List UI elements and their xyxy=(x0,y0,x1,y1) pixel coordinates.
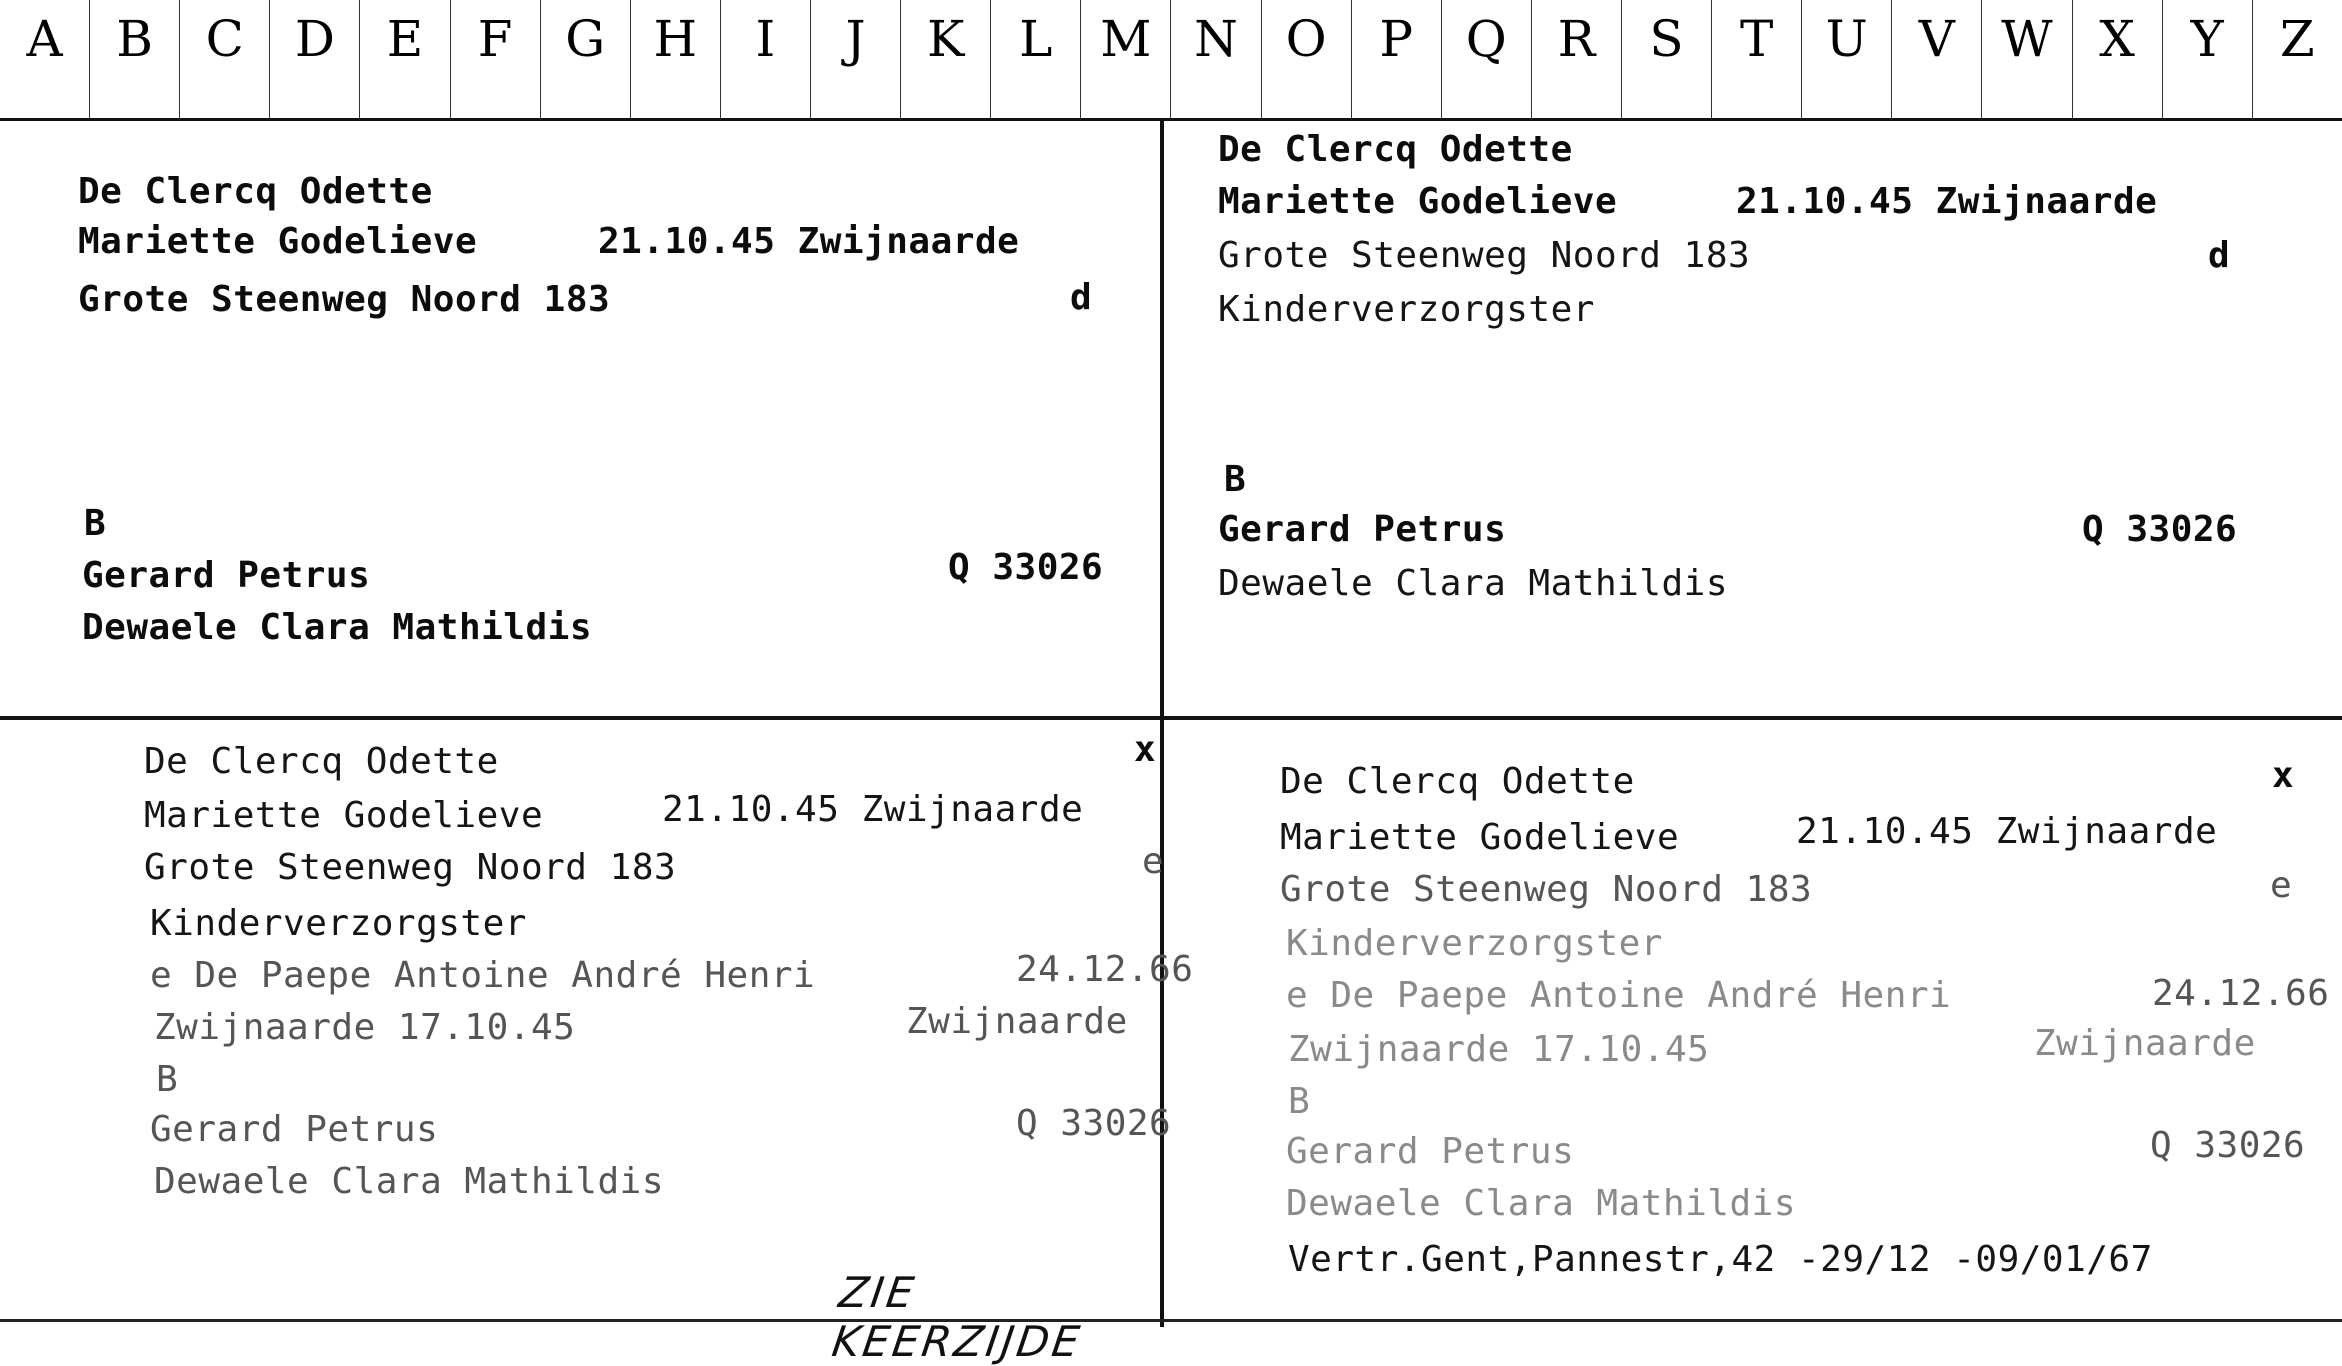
alpha-tab-x xyxy=(2073,0,2163,118)
alpha-tab-z xyxy=(2253,0,2342,118)
alpha-tab-e xyxy=(360,0,450,118)
card-father: Gerard Petrus xyxy=(82,555,371,596)
card-spouse: e De Paepe Antoine André Henri xyxy=(150,955,816,996)
card-divider-bottom xyxy=(0,1319,2342,1322)
card-father: Gerard Petrus xyxy=(150,1109,439,1150)
card-given-names: Mariette Godelieve xyxy=(1218,181,1618,222)
alpha-tab-k xyxy=(901,0,991,118)
alpha-letter: D xyxy=(294,10,335,68)
alpha-tab-j xyxy=(811,0,901,118)
card-code: d xyxy=(1070,277,1093,318)
card-father: Gerard Petrus xyxy=(1286,1131,1575,1172)
card-mother: Dewaele Clara Mathildis xyxy=(1218,563,1728,604)
handwritten-note: ZIE KEERZIJDE xyxy=(829,1268,1086,1366)
card-bottom-left xyxy=(0,720,1194,1366)
card-birth: 21.10.45 Zwijnaarde xyxy=(662,789,1084,830)
card-mother: Dewaele Clara Mathildis xyxy=(82,607,592,648)
card-spouse: e De Paepe Antoine André Henri xyxy=(1286,975,1952,1016)
alpha-tab-o xyxy=(1262,0,1352,118)
alphabet-index-bar xyxy=(0,0,2342,121)
card-spouse-birth: Zwijnaarde 17.10.45 xyxy=(154,1007,576,1048)
card-mark: x xyxy=(1134,729,1157,770)
card-given-names: Mariette Godelieve xyxy=(144,795,544,836)
card-occupation: Kinderverzorgster xyxy=(1218,289,1595,330)
card-ref: Q 33026 xyxy=(948,547,1104,588)
alpha-tab-h xyxy=(631,0,721,118)
alpha-tab-b xyxy=(90,0,180,118)
card-father: Gerard Petrus xyxy=(1218,509,1507,550)
card-top-left xyxy=(0,118,1160,716)
alpha-tab-m xyxy=(1081,0,1171,118)
alpha-letter: I xyxy=(755,10,776,68)
card-top-right xyxy=(1164,118,2342,716)
card-marriage-place: Zwijnaarde xyxy=(906,1001,1128,1042)
card-mother: Dewaele Clara Mathildis xyxy=(154,1161,664,1202)
alpha-tab-r xyxy=(1532,0,1622,118)
card-ref: Q 33026 xyxy=(2150,1125,2306,1166)
card-address: Grote Steenweg Noord 183 xyxy=(1218,235,1751,276)
alpha-letter: Z xyxy=(2279,10,2315,68)
card-birth: 21.10.45 Zwijnaarde xyxy=(598,221,1020,262)
alpha-letter: B xyxy=(116,10,154,68)
card-letter: B xyxy=(1224,459,1247,500)
alpha-letter: T xyxy=(1739,10,1774,68)
card-name: De Clercq Odette xyxy=(1218,129,1573,170)
alpha-tab-f xyxy=(451,0,541,118)
card-letter: B xyxy=(1288,1081,1311,1122)
alpha-letter: L xyxy=(1019,10,1053,68)
card-mark: x xyxy=(2272,755,2295,796)
alpha-letter: V xyxy=(1918,10,1955,68)
alpha-letter: W xyxy=(2001,10,2053,68)
card-occupation: Kinderverzorgster xyxy=(150,903,527,944)
alpha-tab-w xyxy=(1982,0,2072,118)
alpha-letter: O xyxy=(1285,10,1327,68)
alpha-tab-l xyxy=(991,0,1081,118)
card-mother: Dewaele Clara Mathildis xyxy=(1286,1183,1796,1224)
card-spouse-birth: Zwijnaarde 17.10.45 xyxy=(1288,1029,1710,1070)
alpha-tab-p xyxy=(1352,0,1442,118)
alpha-letter: A xyxy=(26,10,63,68)
alpha-letter: P xyxy=(1379,10,1414,68)
card-marriage-date: 24.12.66 xyxy=(1016,949,1194,990)
card-marriage-place: Zwijnaarde xyxy=(2034,1023,2256,1064)
card-ref: Q 33026 xyxy=(1016,1103,1172,1144)
alpha-letter: F xyxy=(477,10,513,68)
card-name: De Clercq Odette xyxy=(78,171,433,212)
alpha-letter: U xyxy=(1825,10,1868,68)
card-occupation: Kinderverzorgster xyxy=(1286,923,1663,964)
alpha-letter: G xyxy=(565,10,606,68)
card-code: d xyxy=(2208,235,2231,276)
card-note: Vertr.Gent,Pannestr,42 -29/12 -09/01/67 xyxy=(1288,1239,2153,1280)
card-address: Grote Steenweg Noord 183 xyxy=(78,279,611,320)
card-code: e xyxy=(1142,841,1165,882)
alpha-tab-d xyxy=(270,0,360,118)
alpha-tab-n xyxy=(1171,0,1261,118)
card-name: De Clercq Odette xyxy=(1280,761,1635,802)
alpha-letter: J xyxy=(845,10,866,68)
card-given-names: Mariette Godelieve xyxy=(78,221,478,262)
alpha-tab-y xyxy=(2163,0,2253,118)
alpha-letter: C xyxy=(205,10,244,68)
alpha-letter: E xyxy=(386,10,424,68)
alpha-tab-i xyxy=(721,0,811,118)
alpha-tab-t xyxy=(1712,0,1802,118)
alpha-letter: K xyxy=(926,10,965,68)
card-address: Grote Steenweg Noord 183 xyxy=(1280,869,1813,910)
card-marriage-date: 24.12.66 xyxy=(2152,973,2330,1014)
card-letter: B xyxy=(84,503,107,544)
card-address: Grote Steenweg Noord 183 xyxy=(144,847,677,888)
alpha-tab-g xyxy=(541,0,631,118)
alpha-letter: N xyxy=(1194,10,1238,68)
card-name: De Clercq Odette xyxy=(144,741,499,782)
card-birth: 21.10.45 Zwijnaarde xyxy=(1736,181,2158,222)
alpha-tab-c xyxy=(180,0,270,118)
alpha-tab-s xyxy=(1622,0,1712,118)
card-letter: B xyxy=(156,1059,179,1100)
alpha-letter: Q xyxy=(1465,10,1507,68)
alpha-letter: M xyxy=(1100,10,1152,68)
alpha-letter: Y xyxy=(2190,10,2224,68)
alpha-tab-u xyxy=(1802,0,1892,118)
alpha-tab-a xyxy=(0,0,90,118)
alpha-letter: X xyxy=(2099,10,2135,68)
alpha-letter: S xyxy=(1649,10,1684,68)
card-ref: Q 33026 xyxy=(2082,509,2238,550)
card-code: e xyxy=(2270,865,2293,906)
card-bottom-right xyxy=(1164,720,2342,1319)
alpha-tab-q xyxy=(1442,0,1532,118)
alpha-tab-v xyxy=(1892,0,1982,118)
card-given-names: Mariette Godelieve xyxy=(1280,817,1680,858)
alpha-letter: H xyxy=(653,10,698,68)
alpha-letter: R xyxy=(1557,10,1596,68)
card-birth: 21.10.45 Zwijnaarde xyxy=(1796,811,2218,852)
